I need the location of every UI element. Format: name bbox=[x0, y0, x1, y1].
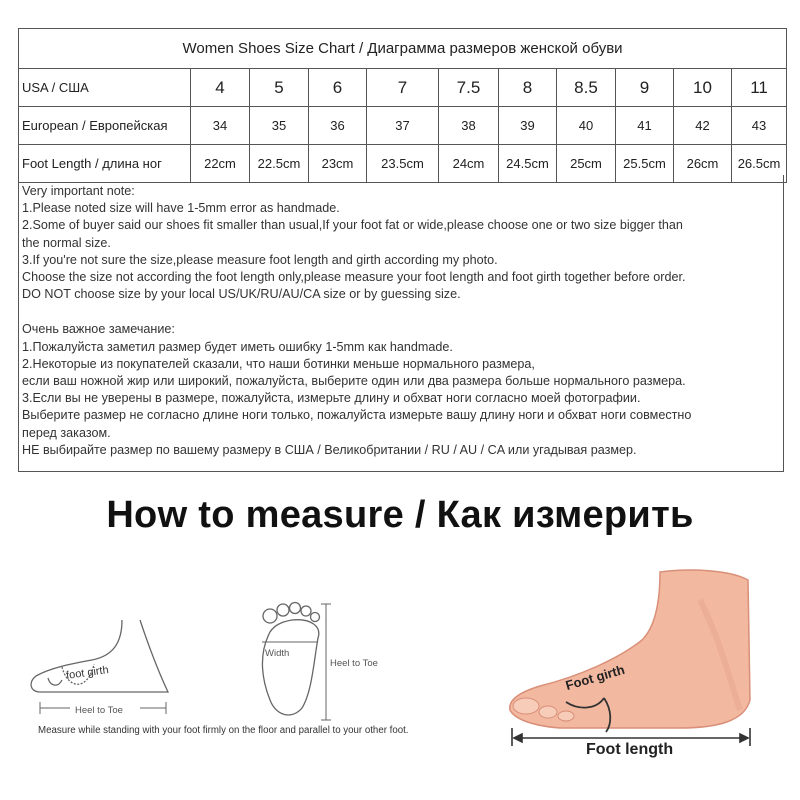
how-to-measure-heading: How to measure / Как измерить bbox=[106, 494, 694, 536]
width-label: Width bbox=[265, 648, 290, 659]
usa-size-cell: 7 bbox=[367, 69, 439, 107]
usa-size-cell: 11 bbox=[732, 69, 787, 107]
european-size-cell: 42 bbox=[674, 107, 732, 145]
usa-size-cell: 4 bbox=[191, 69, 250, 107]
note-line-en: 3.If you're not sure the size,please measure foot length and girth according my photo. bbox=[22, 252, 498, 267]
note-line-ru: 2.Некоторые из покупателей сказали, что наши ботинки меньше нормального размера, bbox=[22, 356, 535, 371]
size-chart-title: Women Shoes Size Chart / Диаграмма размеров женской обуви bbox=[19, 29, 787, 69]
foot-length-cell: 24cm bbox=[439, 145, 499, 183]
european-size-row bbox=[19, 107, 787, 145]
heel-to-toe-label-side: Heel to Toe bbox=[75, 705, 123, 716]
foot-girth-label-large: Foot girth bbox=[563, 661, 627, 693]
european-size-cell: 38 bbox=[439, 107, 499, 145]
european-size-cell: 37 bbox=[367, 107, 439, 145]
european-size-cell: 43 bbox=[732, 107, 787, 145]
european-row-label: European / Европейская bbox=[19, 107, 191, 145]
european-size-cell: 41 bbox=[616, 107, 674, 145]
usa-size-cell: 8.5 bbox=[557, 69, 616, 107]
note-line-en: Choose the size not according the foot length only,please measure your foot length and foot girth together before order. bbox=[22, 270, 686, 285]
european-size-cell: 36 bbox=[309, 107, 367, 145]
size-chart-title-row bbox=[19, 29, 787, 69]
illustrations-svg bbox=[0, 560, 800, 800]
note-line-en: Very important note: bbox=[22, 184, 135, 198]
usa-size-cell: 10 bbox=[674, 69, 732, 107]
usa-size-cell: 8 bbox=[499, 69, 557, 107]
foot-length-cell: 23.5cm bbox=[367, 145, 439, 183]
notes-spacer bbox=[22, 303, 783, 321]
size-chart-table bbox=[18, 28, 787, 183]
foot-length-label: Foot length bbox=[586, 741, 674, 758]
usa-size-cell: 9 bbox=[616, 69, 674, 107]
note-line-ru: НЕ выбирайте размер по вашему размеру в США / Великобритании / RU / AU / CA или угадывая размер. bbox=[22, 442, 637, 457]
european-size-cell: 40 bbox=[557, 107, 616, 145]
european-size-cell: 39 bbox=[499, 107, 557, 145]
note-line-ru: 1.Пожалуйста заметил размер будет иметь ошибку 1-5mm как handmade. bbox=[22, 339, 453, 354]
foot-photo-illustration bbox=[510, 570, 750, 728]
foot-length-cell: 26cm bbox=[674, 145, 732, 183]
note-line-en: 1.Please noted size will have 1-5mm error as handmade. bbox=[22, 201, 340, 216]
foot-length-cell: 23cm bbox=[309, 145, 367, 183]
usa-size-row bbox=[19, 69, 787, 107]
usa-row-label: USA / США bbox=[19, 69, 191, 107]
foot-length-row-label: Foot Length / длина ног bbox=[19, 145, 191, 183]
foot-girth-label: foot girth bbox=[65, 664, 110, 682]
notes-box bbox=[18, 175, 784, 472]
usa-size-cell: 7.5 bbox=[439, 69, 499, 107]
european-size-cell: 34 bbox=[191, 107, 250, 145]
foot-length-cell: 25cm bbox=[557, 145, 616, 183]
note-line-ru: если ваш ножной жир или широкий, пожалуйста, выберите один или два размера больше нормального размера. bbox=[22, 374, 686, 389]
usa-size-cell: 6 bbox=[309, 69, 367, 107]
foot-length-cell: 25.5cm bbox=[616, 145, 674, 183]
heel-to-toe-label-top: Heel to Toe bbox=[330, 658, 378, 669]
note-line-ru: Выберите размер не согласно длине ноги только, пожалуйста измерьте вашу длину ноги и обхват ноги совместно bbox=[22, 408, 692, 423]
note-line-ru: 3.Если вы не уверены в размере, пожалуйста, измерьте длину и обхват ноги согласно моей фотографии. bbox=[22, 391, 641, 406]
usa-size-cell: 5 bbox=[250, 69, 309, 107]
measure-illustrations bbox=[0, 560, 800, 800]
foot-length-cell: 26.5cm bbox=[732, 145, 787, 183]
note-line-en: the normal size. bbox=[22, 235, 111, 250]
foot-length-cell: 22cm bbox=[191, 145, 250, 183]
european-size-cell: 35 bbox=[250, 107, 309, 145]
note-line-en: DO NOT choose size by your local US/UK/RU/AU/CA size or by guessing size. bbox=[22, 287, 461, 302]
side-foot-icon bbox=[31, 620, 168, 692]
foot-length-cell: 22.5cm bbox=[250, 145, 309, 183]
note-line-en: 2.Some of buyer said our shoes fit smaller than usual,If your foot fat or wide,please choose one or two size bigger than bbox=[22, 218, 683, 233]
note-line-ru: Очень важное замечание: bbox=[22, 322, 175, 337]
measure-instruction: Measure while standing with your foot firmly on the floor and parallel to your other foot. bbox=[38, 725, 409, 736]
note-line-ru: перед заказом. bbox=[22, 425, 111, 440]
foot-length-cell: 24.5cm bbox=[499, 145, 557, 183]
